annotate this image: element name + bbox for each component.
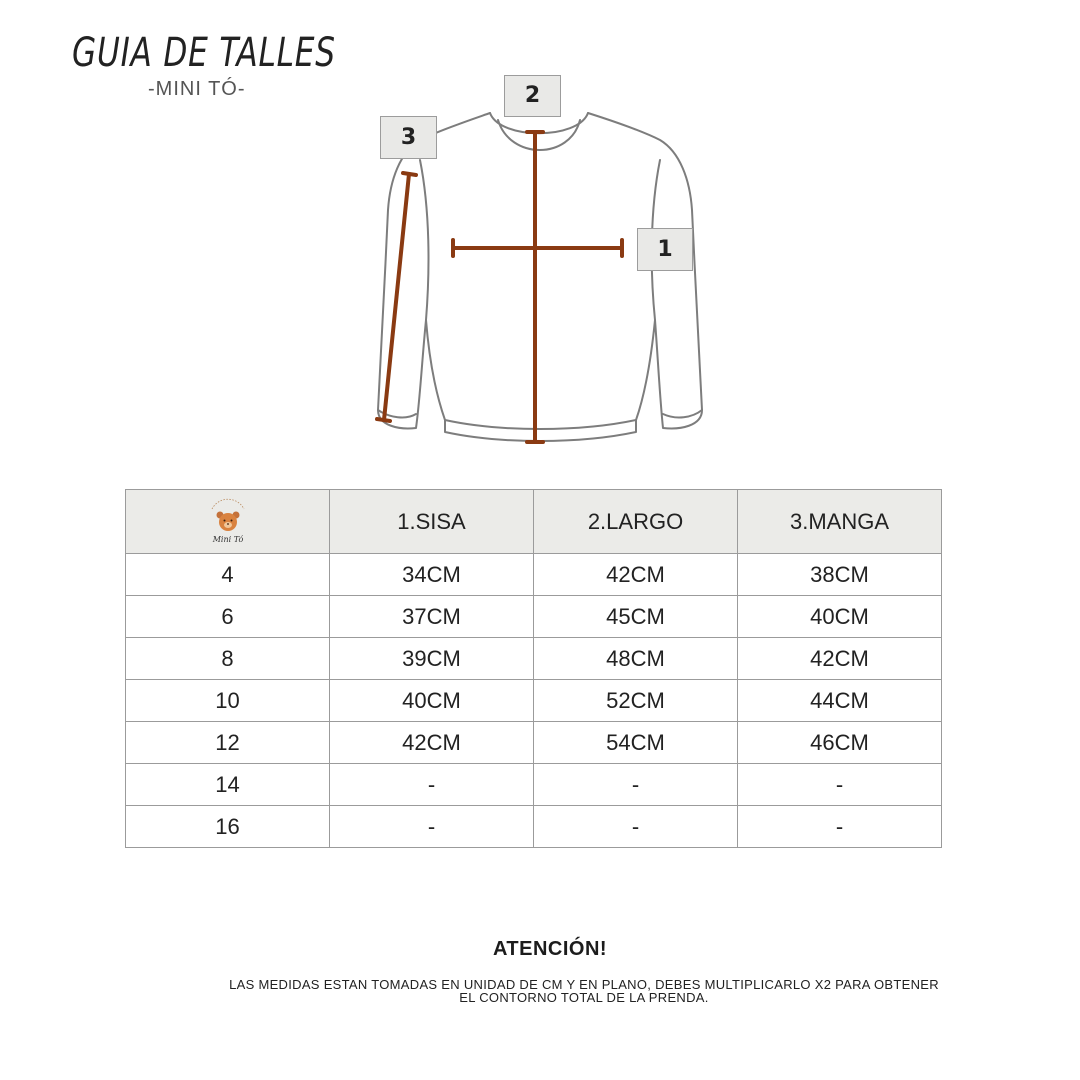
largo-cell: - bbox=[534, 806, 738, 848]
table-row bbox=[126, 554, 942, 596]
sisa-cell: - bbox=[330, 806, 534, 848]
collar-inner bbox=[498, 120, 580, 150]
manga-cell: - bbox=[738, 806, 942, 848]
diagram-label-2: 2 bbox=[504, 75, 561, 117]
largo-cell: 48CM bbox=[534, 638, 738, 680]
manga-cell: - bbox=[738, 764, 942, 806]
size-cell: 12 bbox=[126, 722, 330, 764]
hem-line bbox=[445, 420, 636, 429]
largo-cell: 42CM bbox=[534, 554, 738, 596]
diagram-label-1: 1 bbox=[637, 228, 693, 271]
table-header-row bbox=[126, 490, 942, 554]
table-row bbox=[126, 596, 942, 638]
page-subtitle: -MINI TÓ- bbox=[148, 78, 246, 100]
brand-logo-cell bbox=[126, 490, 330, 554]
measure-cap-manga-bottom bbox=[377, 419, 390, 421]
largo-cell: - bbox=[534, 764, 738, 806]
measure-cap-manga-top bbox=[403, 173, 416, 175]
manga-cell: 40CM bbox=[738, 596, 942, 638]
table-row bbox=[126, 722, 942, 764]
manga-cell: 44CM bbox=[738, 680, 942, 722]
mini-to-logo bbox=[198, 493, 258, 545]
table-row bbox=[126, 764, 942, 806]
manga-cell: 42CM bbox=[738, 638, 942, 680]
page-title: GUIA DE TALLES bbox=[72, 30, 336, 76]
table-row bbox=[126, 806, 942, 848]
column-header-sisa: 1.SISA bbox=[330, 490, 534, 554]
size-cell: 16 bbox=[126, 806, 330, 848]
size-cell: 14 bbox=[126, 764, 330, 806]
largo-cell: 54CM bbox=[534, 722, 738, 764]
column-header-manga: 3.MANGA bbox=[738, 490, 942, 554]
sisa-cell: 42CM bbox=[330, 722, 534, 764]
sisa-cell: 34CM bbox=[330, 554, 534, 596]
table-row bbox=[126, 680, 942, 722]
sweater-outline bbox=[378, 113, 702, 441]
bear-logo-icon bbox=[198, 493, 258, 545]
column-header-largo: 2.LARGO bbox=[534, 490, 738, 554]
size-cell: 6 bbox=[126, 596, 330, 638]
largo-cell: 52CM bbox=[534, 680, 738, 722]
size-table bbox=[125, 489, 942, 848]
manga-cell: 38CM bbox=[738, 554, 942, 596]
table-row bbox=[126, 638, 942, 680]
sisa-cell: - bbox=[330, 764, 534, 806]
manga-cell: 46CM bbox=[738, 722, 942, 764]
diagram-label-3: 3 bbox=[380, 116, 437, 159]
left-armhole-seam bbox=[420, 160, 428, 320]
size-cell: 8 bbox=[126, 638, 330, 680]
size-cell: 4 bbox=[126, 554, 330, 596]
measurement-note: LAS MEDIDAS ESTAN TOMADAS EN UNIDAD DE CM Y EN PLANO, DEBES MULTIPLICARLO X2 PARA OBTENER EL CONTORNO TOTAL DE LA PRENDA. bbox=[229, 977, 939, 1005]
right-cuff bbox=[663, 410, 702, 417]
logo-brand-text: Mini Tó bbox=[212, 534, 243, 544]
sisa-cell: 37CM bbox=[330, 596, 534, 638]
attention-heading: ATENCIÓN! bbox=[492, 938, 608, 960]
largo-cell: 45CM bbox=[534, 596, 738, 638]
sisa-cell: 39CM bbox=[330, 638, 534, 680]
sisa-cell: 40CM bbox=[330, 680, 534, 722]
size-cell: 10 bbox=[126, 680, 330, 722]
